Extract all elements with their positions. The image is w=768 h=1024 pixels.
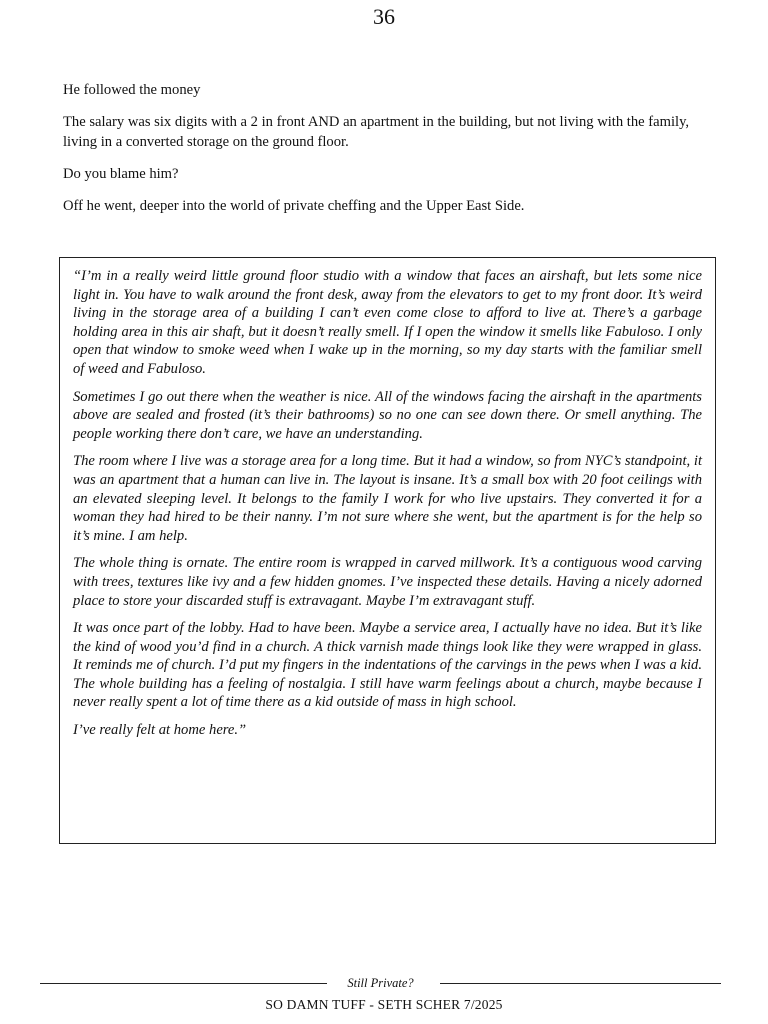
- quote-paragraph: “I’m in a really weird little ground floor studio with a window that faces an airshaft, but lets some nice light in. You have to walk around the front desk, away from the elevators to get to my front door. It’s weird living in the storage area of a building I can’t even come close to afford to live at. There’s a garbage holding area in this air shaft, but it doesn’t really smell. If I open the window it smells like Fabuloso. I only open that window to smoke weed when I wake up in the morning, so my day starts with the familiar smell of weed and Fabuloso.: [73, 268, 702, 377]
- intro-paragraph: Off he went, deeper into the world of private cheffing and the Upper East Side.: [63, 198, 525, 214]
- page-number: 36: [373, 4, 395, 29]
- quote-paragraph: The whole thing is ornate. The entire room is wrapped in carved millwork. It’s a contiguous wood carving with trees, textures like ivy and a few hidden gnomes. I’ve inspected these details. Having a nicely adorned place to store your discarded stuff is extravagant. Maybe I’m extravagant stuff.: [73, 555, 702, 609]
- footer-credit: SO DAMN TUFF - SETH SCHER 7/2025: [265, 997, 503, 1012]
- quote-paragraph: It was once part of the lobby. Had to have been. Maybe a service area, I actually have no idea. But it’s like the kind of wood you’d find in a church. A thick varnish made things look like they were wrapped in glass. It reminds me of church. I’d put my fingers in the indentations of the carvings in the pews when I was a kid. The whole building has a feeling of nostalgia. I still have warm feelings about a church, maybe because I never really spent a lot of time there as a kid outside of mass in high school.: [73, 620, 702, 711]
- quote-paragraph: Sometimes I go out there when the weather is nice. All of the windows facing the airshaft in the apartments above are sealed and frosted (it’s their bathrooms) so no one can see down there. Or smell anything. The people working there don’t care, we have an understanding.: [73, 388, 702, 442]
- footer-rule-right: [440, 983, 721, 984]
- quote-box: [59, 257, 716, 844]
- intro-text: [63, 80, 721, 228]
- quote-paragraph: I’ve really felt at home here.”: [73, 722, 247, 739]
- footer-title: Still Private?: [347, 976, 414, 990]
- intro-paragraph: The salary was six digits with a 2 in front AND an apartment in the building, but not living with the family, living in a converted storage on the ground floor.: [63, 114, 690, 150]
- footer-title-row: [40, 974, 721, 992]
- quote-paragraph: The room where I live was a storage area for a long time. But it had a window, so from NYC’s standpoint, it was an apartment that a human can live in. The layout is insane. It’s a small box with 20 foot ceilings with an elevated sleeping level. It belongs to the family I work for who live upstairs. They converted it for a woman they had hired to be their nanny. I’m not sure where she went, but the apartment is for the help so it’s mine. I am help.: [73, 453, 702, 544]
- intro-paragraph: He followed the money: [63, 82, 201, 98]
- intro-paragraph: Do you blame him?: [63, 166, 179, 182]
